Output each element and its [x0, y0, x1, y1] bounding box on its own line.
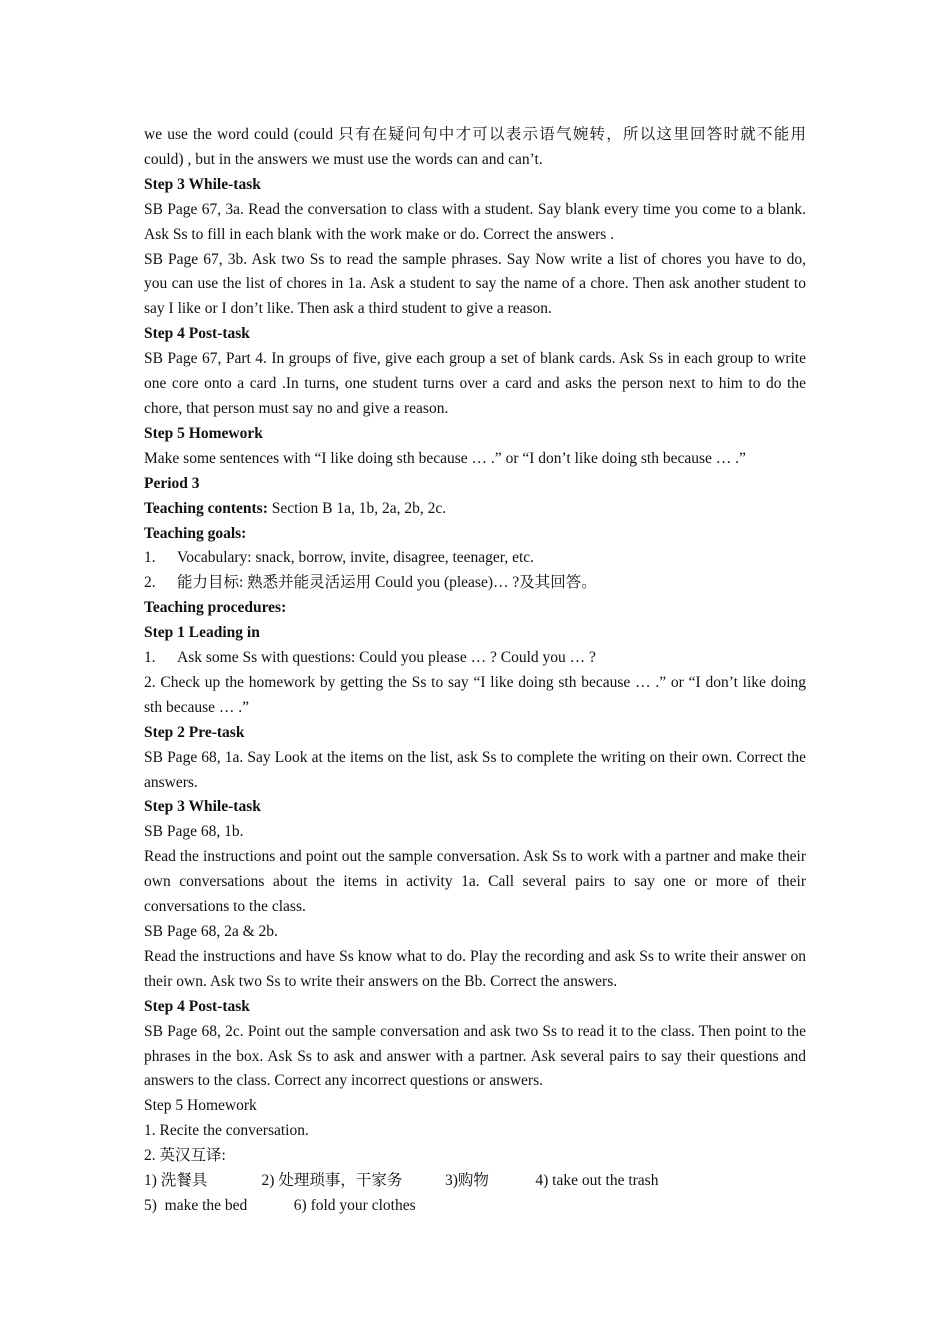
heading-step2-pre-task: Step 2 Pre-task	[144, 723, 245, 741]
heading-step3-while-task: Step 3 While-task	[144, 175, 261, 193]
heading-teaching-goals: Teaching goals:	[144, 524, 247, 542]
paragraph-could-usage: we use the word could (could 只有在疑问句中才可以表示语气婉转，所以这里回答时就不能用 could) , but in the answers we must use the words can and can’t.	[144, 126, 806, 168]
goal-number: 2.	[144, 574, 156, 592]
goal-text: Vocabulary: snack, borrow, invite, disagree, teenager, etc.	[177, 549, 535, 567]
paragraph-sb67-part4: SB Page 67, Part 4. In groups of five, give each group a set of blank cards. Ask Ss in each group to write one core onto a card .In turns, one student turns over a card and asks the person next to him to do the chore, that person must say no and give a reason.	[144, 350, 806, 417]
heading-teaching-procedures: Teaching procedures:	[144, 599, 287, 617]
paragraph-sb68-2ab-body: Read the instructions and have Ss know what to do. Play the recording and ask Ss to write their answer on their own. Ask two Ss to write their answers on the Bb. Correct the answers.	[144, 947, 806, 990]
paragraph-sb67-3b: SB Page 67, 3b. Ask two Ss to read the sample phrases. Say Now write a list of chores you have to do, you can use the list of chores in 1a. Ask a student to say the name of a chore. Then ask another student to say I like or I don’t like. Then ask a third student to give a reason.	[144, 250, 806, 318]
paragraph-sb68-1b-body: Read the instructions and point out the sample conversation. Ask Ss to work with a partner and make their own conversations about the items in activity 1a. Call several pairs to say one or more of their conversations to the class.	[144, 848, 806, 916]
paragraph-sb68-1b-head: SB Page 68, 1b.	[144, 823, 244, 841]
goal-text: 能力目标: 熟悉并能灵活运用 Could you (please)… ?及其回答。	[177, 574, 597, 592]
heading-step4-post-task: Step 4 Post-task	[144, 325, 250, 343]
heading-step4-post-task-2: Step 4 Post-task	[144, 997, 250, 1015]
translation-row-1: 1) 洗餐具 2) 处理琐事，干家务 3)购物 4) take out the trash	[144, 1172, 659, 1190]
paragraph-sb68-2ab-head: SB Page 68, 2a & 2b.	[144, 923, 278, 940]
goal-number: 1.	[144, 549, 156, 567]
heading-period-3: Period 3	[144, 474, 200, 492]
translation-row-2: 5) make the bed 6) fold your clothes	[144, 1196, 416, 1214]
teaching-contents-value: Section B 1a, 1b, 2a, 2b, 2c.	[267, 499, 447, 517]
teaching-contents-line	[144, 497, 806, 522]
paragraph-homework-sentences: Make some sentences with “I like doing sth because … .” or “I don’t like doing sth because … .”	[144, 449, 746, 467]
document-page	[144, 123, 806, 1219]
heading-step5-homework: Step 5 Homework	[144, 424, 263, 442]
goal-item-2	[144, 571, 806, 596]
paragraph-sb67-3a: SB Page 67, 3a. Read the conversation to class with a student. Say blank every time you come to a blank. Ask Ss to fill in each blank with the work make or do. Correct the answers .	[144, 200, 806, 243]
leading-text: Ask some Ss with questions: Could you please … ? Could you … ?	[177, 649, 596, 667]
homework-item-2: 2. 英汉互译:	[144, 1147, 226, 1165]
heading-step1-leading-in: Step 1 Leading in	[144, 624, 260, 642]
leading-item-2: 2. Check up the homework by getting the Ss to say “I like doing sth because … .” or “I don’t like doing sth because … .”	[144, 673, 806, 716]
homework-item-1: 1. Recite the conversation.	[144, 1122, 309, 1140]
paragraph-sb68-1a: SB Page 68, 1a. Say Look at the items on the list, ask Ss to complete the writing on their own. Correct the answers.	[144, 748, 806, 791]
heading-step5-homework-2: Step 5 Homework	[144, 1097, 257, 1115]
heading-step3-while-task-2: Step 3 While-task	[144, 798, 261, 816]
teaching-contents-label: Teaching contents:	[144, 499, 268, 517]
leading-item-1	[144, 646, 806, 671]
leading-number: 1.	[144, 649, 156, 667]
paragraph-sb68-2c: SB Page 68, 2c. Point out the sample conversation and ask two Ss to read it to the class. Then point to the phrases in the box. Ask Ss to ask and answer with a partner. Ask several pairs to say their questions and answers to the class. Correct any incorrect questions or answers.	[144, 1022, 806, 1090]
goal-item-1	[144, 546, 806, 571]
